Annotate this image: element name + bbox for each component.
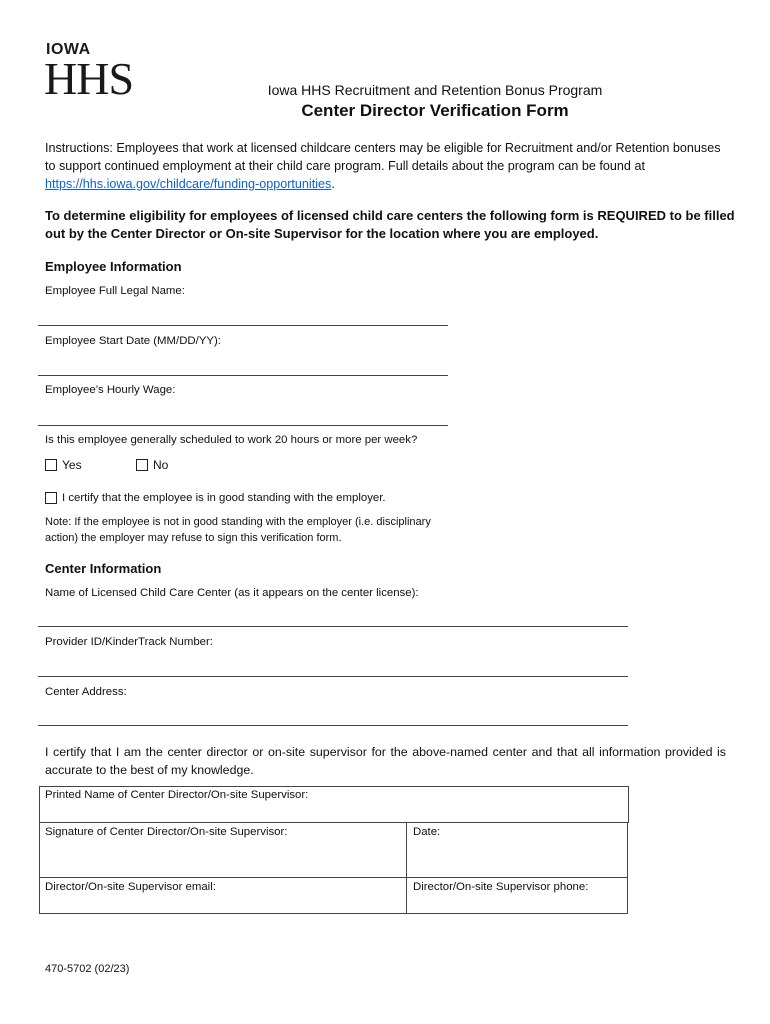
employee-name-field[interactable] bbox=[38, 325, 448, 326]
employee-section-heading: Employee Information bbox=[45, 259, 182, 274]
email-label: Director/On-site Supervisor email: bbox=[45, 881, 216, 893]
form-number: 470-5702 (02/23) bbox=[45, 963, 130, 975]
signature-label: Signature of Center Director/On-site Supervisor: bbox=[45, 826, 288, 838]
printed-name-cell[interactable] bbox=[39, 786, 629, 823]
funding-link[interactable]: https://hhs.iowa.gov/childcare/funding-opportunities bbox=[45, 177, 332, 191]
no-label: No bbox=[153, 458, 169, 472]
logo-hhs-text: HHS bbox=[44, 53, 134, 104]
employee-wage-field[interactable] bbox=[38, 425, 448, 426]
employee-name-label: Employee Full Legal Name: bbox=[45, 285, 185, 297]
instructions-text: Instructions: Employees that work at licensed childcare centers may be eligible for Recruitment and/or Retention bonuses to support continued employment at their child care program. Full details about the program can be found at bbox=[45, 141, 721, 173]
center-section-heading: Center Information bbox=[45, 561, 162, 576]
no-checkbox[interactable] bbox=[136, 459, 148, 471]
employee-start-date-field[interactable] bbox=[38, 375, 448, 376]
date-cell[interactable] bbox=[406, 822, 628, 878]
good-standing-note: Note: If the employee is not in good standing with the employer (i.e. disciplinary action) the employer may refuse to sign this verification form. bbox=[45, 516, 431, 544]
provider-id-field[interactable] bbox=[38, 676, 628, 677]
requirement-statement: To determine eligibility for employees of licensed child care centers the following form is REQUIRED to be filled out by the Center Director or On-site Supervisor for the location where you are employed. bbox=[45, 208, 735, 241]
center-name-label: Name of Licensed Child Care Center (as it appears on the center license): bbox=[45, 587, 419, 599]
program-title: Iowa HHS Recruitment and Retention Bonus Program bbox=[267, 82, 603, 98]
instructions-tail: . bbox=[331, 177, 335, 191]
logo-iowa-text: IOWA bbox=[46, 41, 91, 58]
certification-statement: I certify that I am the center director or on-site supervisor for the above-named center and that all information provided is accurate to the best of my knowledge. bbox=[45, 745, 726, 777]
email-cell[interactable] bbox=[39, 877, 407, 914]
no-option[interactable] bbox=[136, 458, 168, 472]
good-standing-label: I certify that the employee is in good standing with the employer. bbox=[62, 492, 386, 504]
instructions bbox=[45, 139, 725, 193]
phone-label: Director/On-site Supervisor phone: bbox=[413, 881, 589, 893]
good-standing-option[interactable] bbox=[45, 492, 386, 504]
center-address-field[interactable] bbox=[38, 725, 628, 726]
center-address-label: Center Address: bbox=[45, 686, 127, 698]
employee-start-date-label: Employee Start Date (MM/DD/YY): bbox=[45, 335, 221, 347]
form-title: Center Director Verification Form bbox=[301, 101, 569, 120]
signature-cell[interactable] bbox=[39, 822, 407, 878]
provider-id-label: Provider ID/KinderTrack Number: bbox=[45, 636, 213, 648]
yes-checkbox[interactable] bbox=[45, 459, 57, 471]
center-name-field[interactable] bbox=[38, 626, 628, 627]
phone-cell[interactable] bbox=[406, 877, 628, 914]
yes-label: Yes bbox=[62, 458, 82, 472]
employee-wage-label: Employee’s Hourly Wage: bbox=[45, 384, 176, 396]
yes-option[interactable] bbox=[45, 458, 82, 472]
hours-question: Is this employee generally scheduled to work 20 hours or more per week? bbox=[45, 434, 418, 446]
printed-name-label: Printed Name of Center Director/On-site Supervisor: bbox=[45, 789, 309, 801]
good-standing-checkbox[interactable] bbox=[45, 492, 57, 504]
date-label: Date: bbox=[413, 826, 441, 838]
